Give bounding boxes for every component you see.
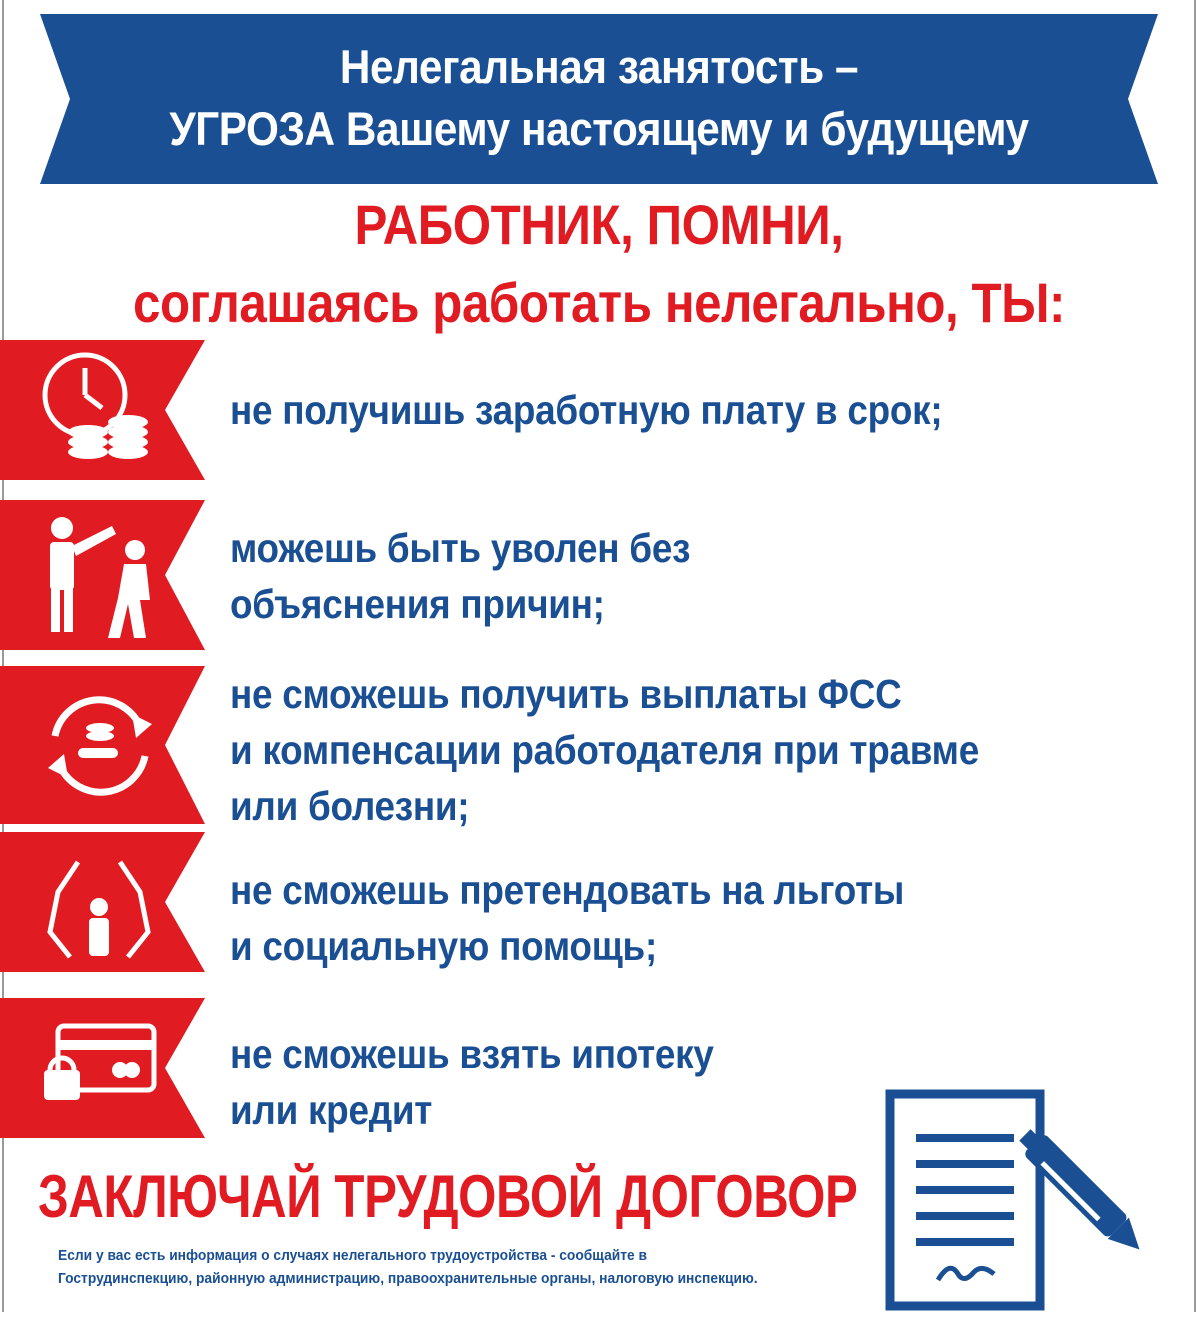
list-item — [0, 832, 1198, 972]
item-line: не сможешь получить выплаты ФСС — [230, 671, 902, 717]
footnote — [58, 1244, 886, 1290]
item-text — [230, 1026, 714, 1138]
list-item — [0, 666, 1198, 829]
banner-line-2: УГРОЗА Вашему настоящему и будущему — [169, 102, 1029, 155]
title-banner — [40, 14, 1158, 184]
item-text — [230, 382, 942, 438]
item-line: можешь быть уволен без — [230, 525, 691, 571]
item-line: и социальную помощь; — [230, 923, 657, 969]
subtitle-line-2: соглашаясь работать нелегально, ТЫ: — [132, 271, 1066, 334]
footnote-line-1: Если у вас есть информация о случаях нелегального трудоустройства - сообщайте в — [58, 1247, 648, 1264]
list-item — [0, 500, 1198, 650]
red-tag — [0, 832, 205, 972]
subtitle-line-1: РАБОТНИК, ПОМНИ, — [354, 193, 844, 256]
item-line: и компенсации работодателя при травме — [230, 727, 979, 773]
item-text — [230, 666, 979, 834]
contract-pen-icon — [860, 1080, 1170, 1317]
item-line: не получишь заработную плату в срок; — [230, 387, 943, 433]
call-to-action: ЗАКЛЮЧАЙ ТРУДОВОЙ ДОГОВОР — [38, 1163, 858, 1230]
red-tag — [0, 666, 205, 824]
footnote-line-2: Гострудинспекцию, районную администрацию, правоохранительные органы, налоговую инспекцию. — [58, 1270, 758, 1287]
item-line: или болезни; — [230, 783, 470, 829]
item-line: или кредит — [230, 1087, 433, 1133]
banner-title — [96, 36, 1102, 160]
red-tag — [0, 340, 205, 480]
item-text — [230, 520, 690, 632]
red-tag — [0, 998, 205, 1138]
item-line: не сможешь претендовать на льготы — [230, 867, 905, 913]
red-tag — [0, 500, 205, 650]
item-line: не сможешь взять ипотеку — [230, 1031, 714, 1077]
banner-line-1: Нелегальная занятость – — [339, 40, 859, 93]
item-text — [230, 862, 904, 974]
item-line: объяснения причин; — [230, 581, 605, 627]
list-item — [0, 340, 1198, 480]
